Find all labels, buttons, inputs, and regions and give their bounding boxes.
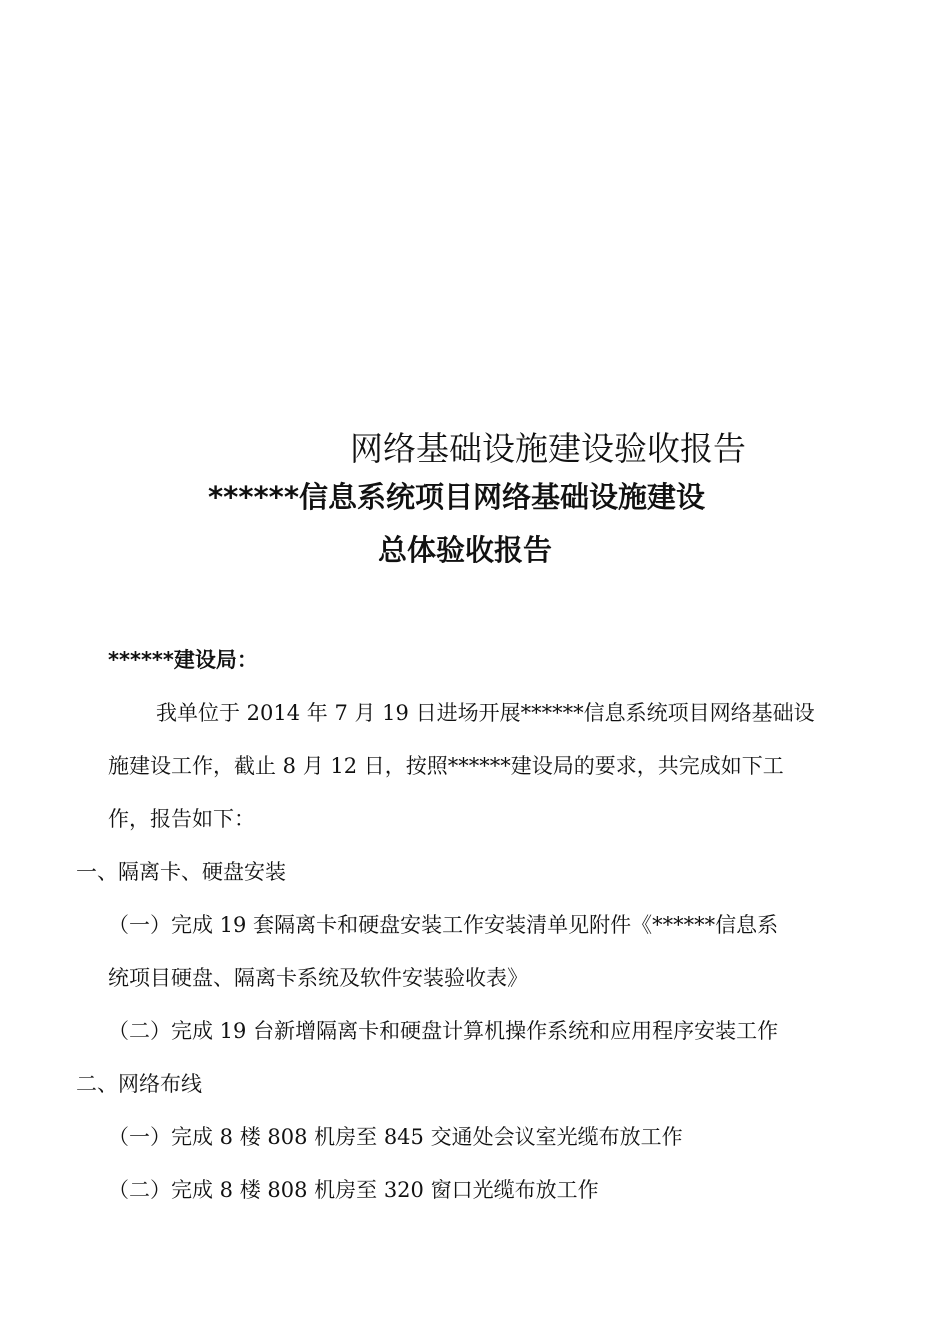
intro-paragraph-line-3: 作，报告如下： <box>108 807 255 831</box>
document-subtitle-line-2: 总体验收报告 <box>378 533 553 567</box>
section-1-item-2: （二）完成 19 台新增隔离卡和硬盘计算机操作系统和应用程序安装工作 <box>108 1019 779 1043</box>
section-2-item-1: （一）完成 8 楼 808 机房至 845 交通处会议室光缆布放工作 <box>108 1125 683 1149</box>
intro-paragraph-line-2: 施建设工作，截止 8 月 12 日，按照******建设局的要求，共完成如下工 <box>108 754 784 778</box>
section-heading-2: 二、网络布线 <box>76 1072 202 1096</box>
section-heading-1: 一、隔离卡、硬盘安装 <box>76 860 286 884</box>
intro-paragraph-line-1: 我单位于 2014 年 7 月 19 日进场开展******信息系统项目网络基础设 <box>156 701 815 725</box>
section-1-item-1-line-1: （一）完成 19 套隔离卡和硬盘安装工作安装清单见附件《******信息系 <box>108 913 779 937</box>
section-1-item-1-line-2: 统项目硬盘、隔离卡系统及软件安装验收表》 <box>108 966 528 990</box>
document-title: 网络基础设施建设验收报告 <box>350 429 746 468</box>
document-subtitle-line-1: ******信息系统项目网络基础设施建设 <box>208 480 705 514</box>
salutation: ******建设局： <box>108 648 258 672</box>
section-2-item-2: （二）完成 8 楼 808 机房至 320 窗口光缆布放工作 <box>108 1178 599 1202</box>
